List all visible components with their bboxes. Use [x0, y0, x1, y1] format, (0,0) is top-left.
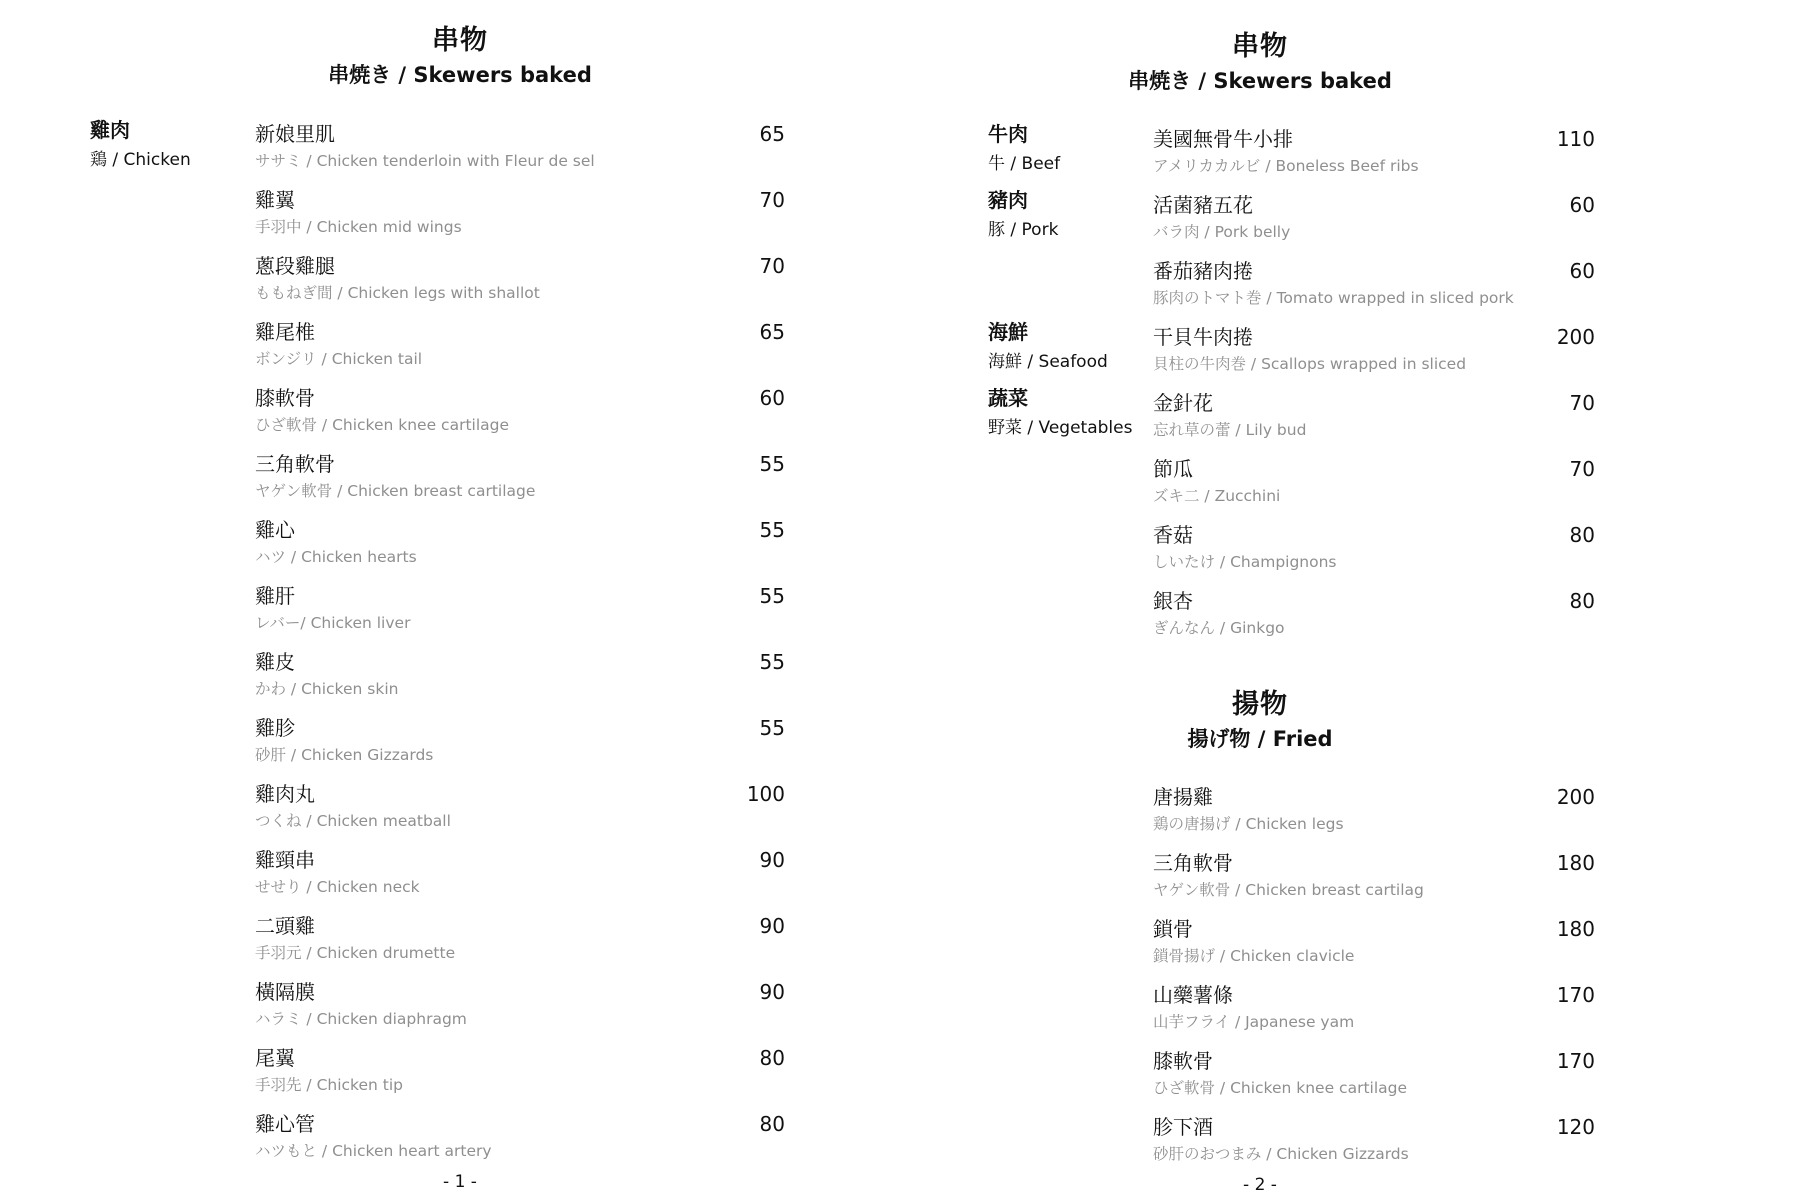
item-price: 55	[759, 584, 785, 608]
category-name-en: 海鮮 / Seafood	[988, 352, 1108, 372]
item-price: 200	[1556, 785, 1595, 809]
item-name: 雞肝	[255, 584, 295, 608]
item-name: 美國無骨牛小排	[1153, 127, 1293, 151]
menu-item	[255, 319, 785, 379]
item-name: 雞肉丸	[255, 782, 315, 806]
item-subtitle: 鎖骨揚げ / Chicken clavicle	[1153, 947, 1355, 965]
item-name: 胗下酒	[1153, 1115, 1213, 1139]
item-subtitle: 手羽中 / Chicken mid wings	[255, 218, 462, 236]
menu-item	[1153, 390, 1595, 450]
item-name: 橫隔膜	[255, 980, 315, 1004]
item-price: 80	[1569, 523, 1595, 547]
item-name: 膝軟骨	[255, 386, 315, 410]
menu-item	[255, 715, 785, 775]
item-subtitle: 手羽先 / Chicken tip	[255, 1076, 403, 1094]
item-name: 雞翼	[255, 188, 295, 212]
item-subtitle: せせり / Chicken neck	[255, 878, 420, 896]
item-name: 干貝牛肉捲	[1153, 325, 1253, 349]
section-title: 串物	[432, 25, 488, 56]
item-price: 65	[759, 320, 785, 344]
category-name-zh: 豬肉	[988, 188, 1028, 212]
item-price: 80	[759, 1112, 785, 1136]
item-subtitle: 貝柱の牛肉巻 / Scallops wrapped in sliced	[1153, 355, 1467, 373]
item-price: 200	[1556, 325, 1595, 349]
item-subtitle: 砂肝 / Chicken Gizzards	[255, 746, 434, 764]
item-price: 60	[1569, 259, 1595, 283]
menu-item	[1153, 916, 1595, 976]
menu-item	[1153, 850, 1595, 910]
item-price: 180	[1556, 851, 1595, 875]
item-price: 100	[746, 782, 785, 806]
item-price: 55	[759, 518, 785, 542]
item-price: 55	[759, 452, 785, 476]
menu-item	[1153, 982, 1595, 1042]
item-subtitle: ひざ軟骨 / Chicken knee cartilage	[1153, 1079, 1408, 1097]
item-name: 香菇	[1153, 523, 1193, 547]
item-name: 活菌豬五花	[1153, 193, 1253, 217]
item-price: 180	[1556, 917, 1595, 941]
menu-item	[1153, 192, 1595, 252]
item-name: 唐揚雞	[1153, 785, 1213, 809]
item-subtitle: つくね / Chicken meatball	[255, 812, 451, 830]
item-price: 170	[1556, 983, 1595, 1007]
item-name: 雞胗	[255, 716, 295, 740]
item-subtitle: ハラミ / Chicken diaphragm	[255, 1010, 467, 1028]
item-name: 節瓜	[1153, 457, 1193, 481]
section-title: 揚物	[1232, 689, 1288, 720]
menu-item	[1153, 588, 1595, 648]
section-subtitle: 揚げ物 / Fried	[1187, 727, 1333, 751]
item-price: 70	[1569, 391, 1595, 415]
item-subtitle: 砂肝のおつまみ / Chicken Gizzards	[1153, 1145, 1409, 1163]
menu-item	[255, 451, 785, 511]
fried-title-block	[1000, 688, 1520, 754]
menu-page-2	[900, 0, 1800, 1200]
item-subtitle: ズキ二 / Zucchini	[1153, 487, 1281, 505]
item-subtitle: ヤゲン軟骨 / Chicken breast cartilag	[1153, 881, 1424, 899]
menu-item	[255, 1111, 785, 1171]
item-subtitle: 豚肉のトマト巻 / Tomato wrapped in sliced pork	[1153, 289, 1514, 307]
menu-item	[1153, 1114, 1595, 1174]
item-subtitle: 鶏の唐揚げ / Chicken legs	[1153, 815, 1344, 833]
menu-item	[255, 253, 785, 313]
category-seafood	[988, 319, 1108, 374]
menu-item	[255, 979, 785, 1039]
category-pork	[988, 187, 1058, 242]
item-name: 雞頸串	[255, 848, 315, 872]
page-2-title-block	[1000, 30, 1520, 96]
item-name: 新娘里肌	[255, 122, 335, 146]
category-vegetables	[988, 385, 1132, 440]
category-name-zh: 雞肉	[90, 118, 130, 142]
menu-item	[255, 913, 785, 973]
item-price: 70	[759, 188, 785, 212]
menu-item	[1153, 324, 1595, 384]
item-subtitle: 忘れ草の蕾 / Lily bud	[1153, 421, 1307, 439]
item-subtitle: しいたけ / Champignons	[1153, 553, 1337, 571]
item-subtitle: 山芋フライ / Japanese yam	[1153, 1013, 1355, 1031]
category-name-zh: 蔬菜	[988, 386, 1028, 410]
category-name-en: 豚 / Pork	[988, 220, 1059, 240]
item-price: 90	[759, 980, 785, 1004]
category-name-en: 野菜 / Vegetables	[988, 418, 1133, 438]
item-price: 60	[1569, 193, 1595, 217]
item-name: 三角軟骨	[255, 452, 335, 476]
menu-item	[255, 385, 785, 445]
menu-item	[255, 583, 785, 643]
category-beef	[988, 121, 1060, 176]
section-subtitle: 串焼き / Skewers baked	[328, 63, 592, 87]
item-price: 70	[759, 254, 785, 278]
item-price: 90	[759, 848, 785, 872]
item-name: 二頭雞	[255, 914, 315, 938]
item-price: 80	[1569, 589, 1595, 613]
item-subtitle: ももねぎ間 / Chicken legs with shallot	[255, 284, 540, 302]
menu-item	[1153, 522, 1595, 582]
item-name: 雞心	[255, 518, 295, 542]
item-price: 170	[1556, 1049, 1595, 1073]
item-name: 雞心管	[255, 1112, 315, 1136]
item-subtitle: ボンジリ / Chicken tail	[255, 350, 423, 368]
menu-item	[255, 1045, 785, 1105]
menu-item	[255, 781, 785, 841]
menu-item	[1153, 1048, 1595, 1108]
menu-item	[1153, 126, 1595, 186]
section-subtitle: 串焼き / Skewers baked	[1128, 69, 1392, 93]
section-title: 串物	[1232, 31, 1288, 62]
page-1-title-block	[200, 24, 720, 90]
item-subtitle: ハツ / Chicken hearts	[255, 548, 417, 566]
item-name: 尾翼	[255, 1046, 295, 1070]
item-price: 70	[1569, 457, 1595, 481]
menu-item	[1153, 456, 1595, 516]
item-subtitle: かわ / Chicken skin	[255, 680, 399, 698]
item-subtitle: レバー/ Chicken liver	[255, 614, 411, 632]
item-subtitle: 手羽元 / Chicken drumette	[255, 944, 456, 962]
item-subtitle: ヤゲン軟骨 / Chicken breast cartilage	[255, 482, 536, 500]
item-price: 60	[759, 386, 785, 410]
item-price: 55	[759, 650, 785, 674]
category-name-en: 牛 / Beef	[988, 154, 1061, 174]
menu-item	[1153, 784, 1595, 844]
category-chicken	[90, 117, 191, 172]
item-subtitle: ハツもと / Chicken heart artery	[255, 1142, 492, 1160]
item-name: 膝軟骨	[1153, 1049, 1213, 1073]
page-number: - 1 -	[443, 1172, 477, 1192]
menu-item	[255, 649, 785, 709]
item-subtitle: ぎんなん / Ginkgo	[1153, 619, 1285, 637]
item-price: 80	[759, 1046, 785, 1070]
item-name: 雞皮	[255, 650, 295, 674]
item-subtitle: ササミ / Chicken tenderloin with Fleur de sel	[255, 152, 595, 170]
menu-item	[255, 847, 785, 907]
item-name: 山藥薯條	[1153, 983, 1233, 1007]
item-subtitle: アメリカカルビ / Boneless Beef ribs	[1153, 157, 1419, 175]
menu-item	[255, 187, 785, 247]
category-name-zh: 牛肉	[988, 122, 1028, 146]
item-name: 金針花	[1153, 391, 1213, 415]
menu-item	[1153, 258, 1595, 318]
item-price: 90	[759, 914, 785, 938]
item-name: 蔥段雞腿	[255, 254, 335, 278]
item-price: 65	[759, 122, 785, 146]
item-name: 銀杏	[1153, 589, 1193, 613]
item-name: 三角軟骨	[1153, 851, 1233, 875]
category-name-zh: 海鮮	[988, 320, 1028, 344]
item-price: 55	[759, 716, 785, 740]
item-price: 120	[1556, 1115, 1595, 1139]
item-name: 番茄豬肉捲	[1153, 259, 1253, 283]
category-name-en: 鶏 / Chicken	[90, 150, 191, 170]
item-name: 鎖骨	[1153, 917, 1193, 941]
item-price: 110	[1556, 127, 1595, 151]
menu-item	[255, 121, 785, 181]
page-number: - 2 -	[1243, 1175, 1277, 1195]
item-subtitle: ひざ軟骨 / Chicken knee cartilage	[255, 416, 510, 434]
item-name: 雞尾椎	[255, 320, 315, 344]
menu-item	[255, 517, 785, 577]
item-subtitle: バラ肉 / Pork belly	[1153, 223, 1291, 241]
